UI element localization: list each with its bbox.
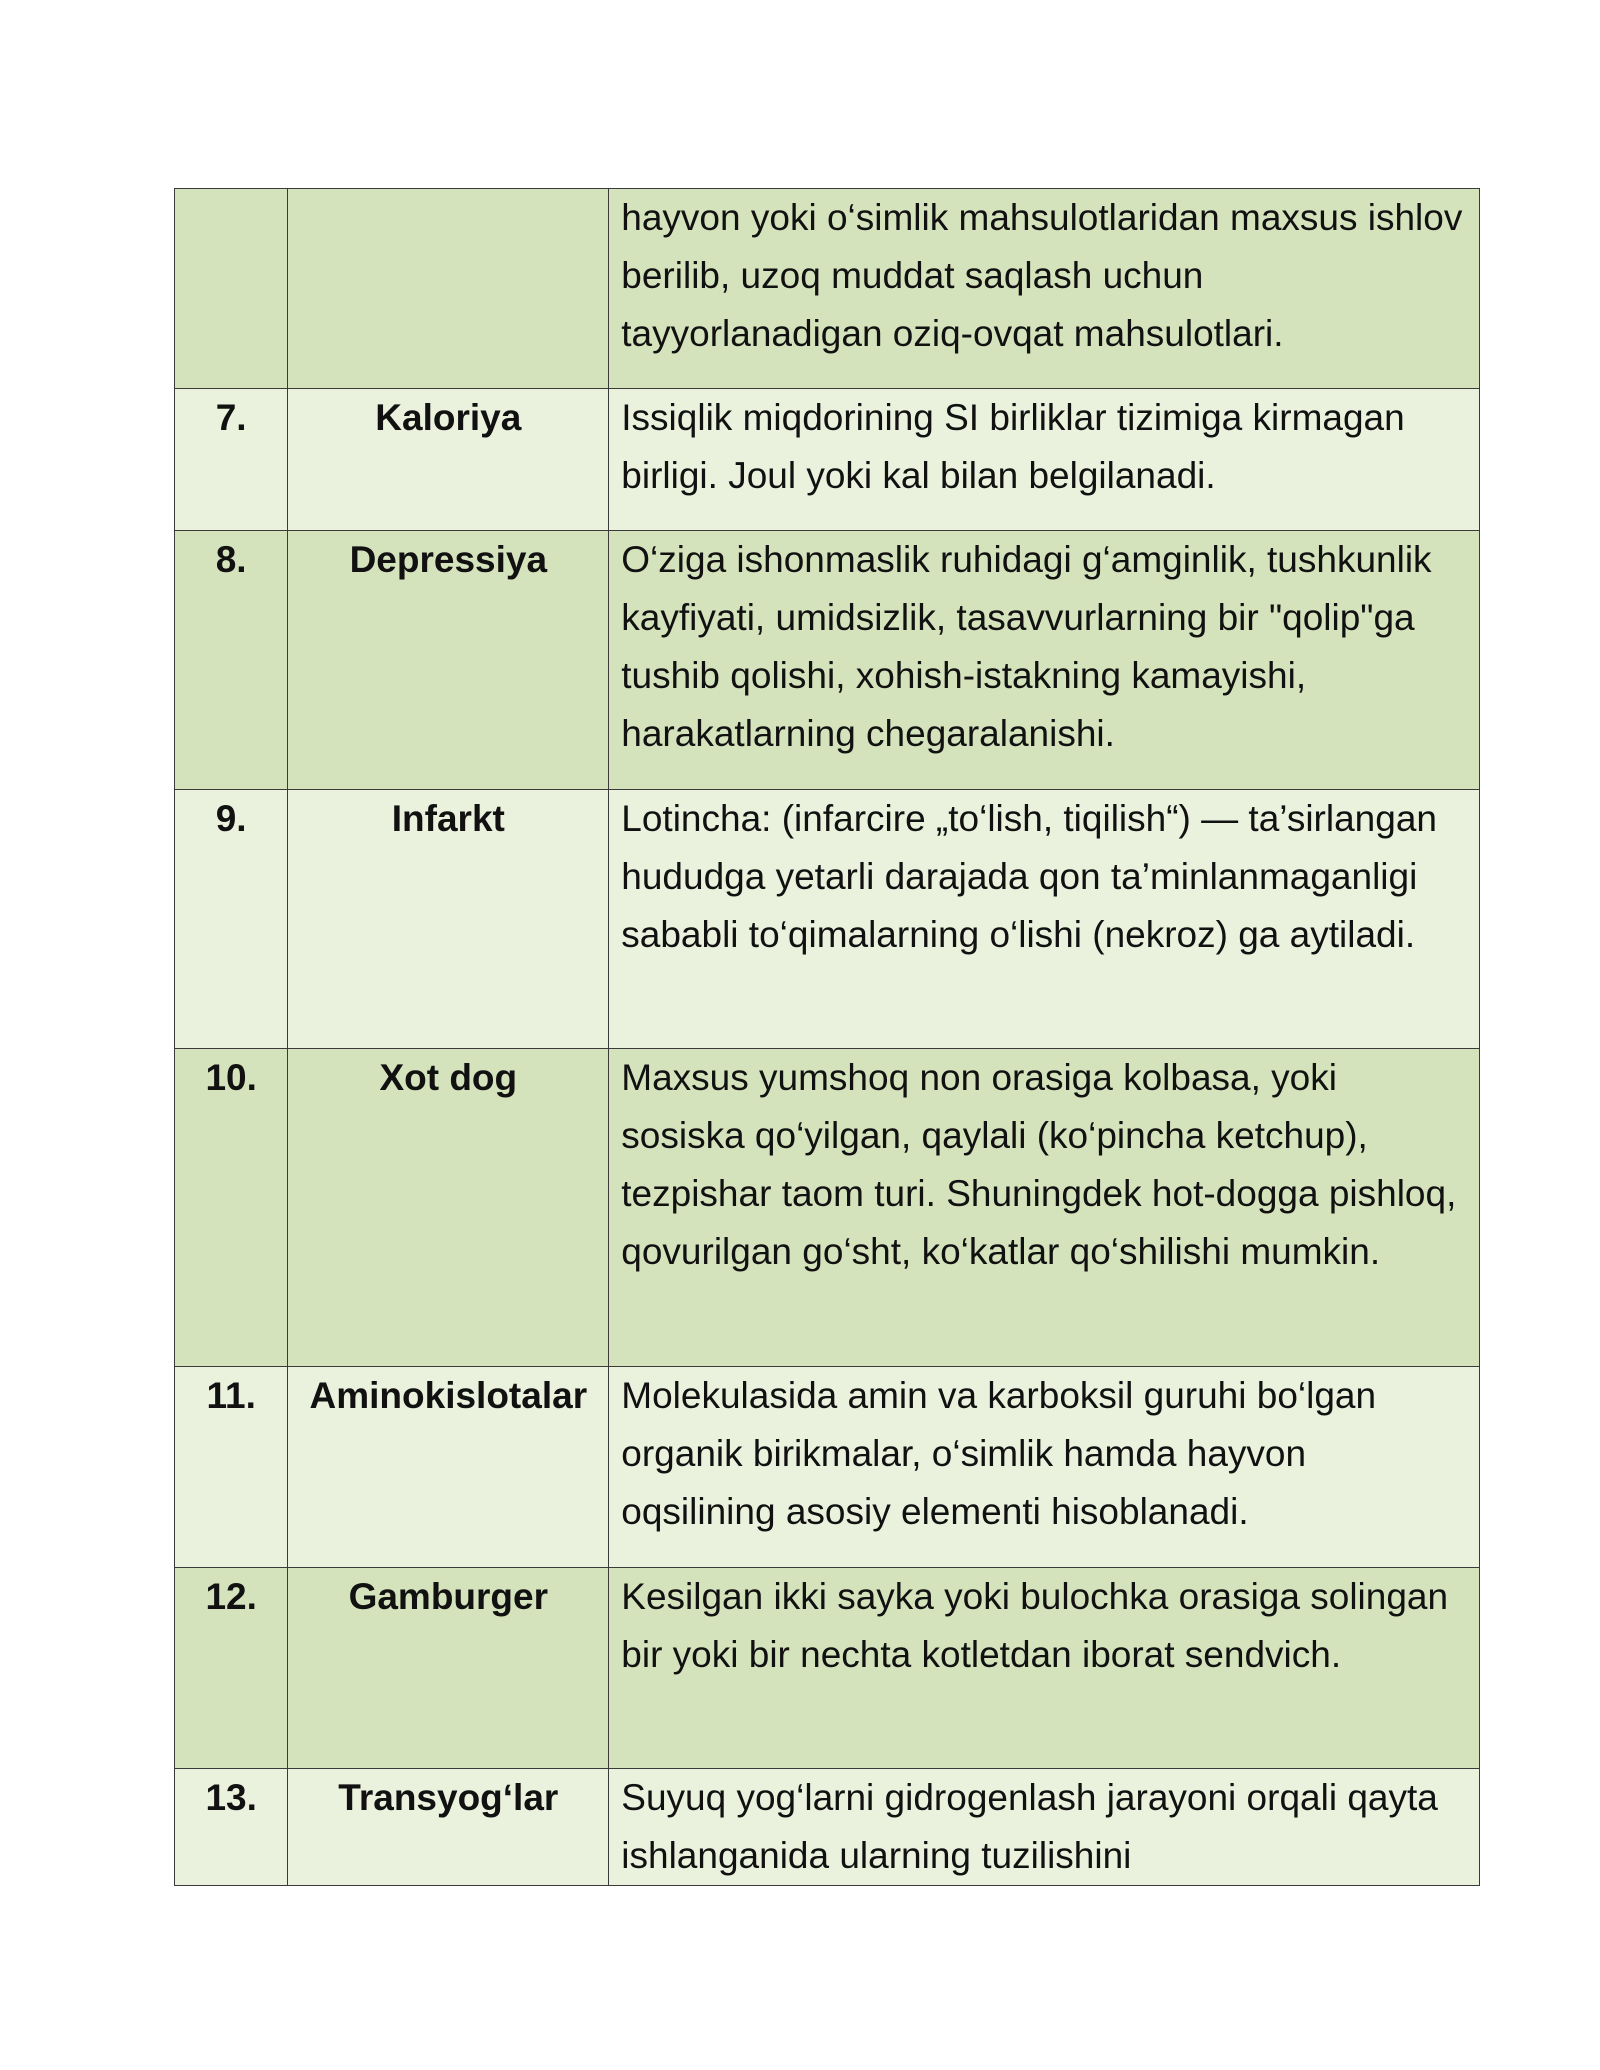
term: Infarkt bbox=[288, 790, 609, 1049]
term: Transyog‘lar bbox=[288, 1769, 609, 1886]
row-number: 9. bbox=[175, 790, 288, 1049]
term: Kaloriya bbox=[288, 389, 609, 531]
definition: Molekulasida amin va karboksil guruhi bo‘lgan organik birikmalar, o‘simlik hamda hayvon oqsilining asosiy elementi hisoblanadi. bbox=[609, 1367, 1480, 1568]
table-row bbox=[175, 790, 1480, 1049]
table-row bbox=[175, 1769, 1480, 1886]
table-row bbox=[175, 1568, 1480, 1769]
table-row bbox=[175, 531, 1480, 790]
term: Xot dog bbox=[288, 1049, 609, 1367]
definition: Maxsus yumshoq non orasiga kolbasa, yoki sosiska qo‘yilgan, qaylali (ko‘pincha ketchup), tezpishar taom turi. Shuningdek hot-dogga pishloq, qovurilgan go‘sht, ko‘katlar qo‘shilishi mumkin. bbox=[609, 1049, 1480, 1367]
glossary-table bbox=[174, 188, 1480, 1886]
row-number: 11. bbox=[175, 1367, 288, 1568]
row-number: 13. bbox=[175, 1769, 288, 1886]
term: Gamburger bbox=[288, 1568, 609, 1769]
row-number: 10. bbox=[175, 1049, 288, 1367]
definition: Suyuq yog‘larni gidrogenlash jarayoni orqali qayta ishlanganida ularning tuzilishini bbox=[609, 1769, 1480, 1886]
term: Depressiya bbox=[288, 531, 609, 790]
table-row bbox=[175, 189, 1480, 389]
table-row bbox=[175, 1049, 1480, 1367]
definition: Kesilgan ikki sayka yoki bulochka orasiga solingan bir yoki bir nechta kotletdan iborat sendvich. bbox=[609, 1568, 1480, 1769]
definition: Lotincha: (infarcire „to‘lish, tiqilish“) — ta’sirlangan hududga yetarli darajada qon ta’minlanmaganligi sababli to‘qimalarning o‘lishi (nekroz) ga aytiladi. bbox=[609, 790, 1480, 1049]
definition: hayvon yoki o‘simlik mahsulotlaridan maxsus ishlov berilib, uzoq muddat saqlash uchun tayyorlanadigan oziq-ovqat mahsulotlari. bbox=[609, 189, 1480, 389]
table-row bbox=[175, 1367, 1480, 1568]
definition: Issiqlik miqdorining SI birliklar tizimiga kirmagan birligi. Joul yoki kal bilan belgilanadi. bbox=[609, 389, 1480, 531]
definition: O‘ziga ishonmaslik ruhidagi g‘amginlik, tushkunlik kayfiyati, umidsizlik, tasavvurlarning bir "qolip"ga tushib qolishi, xohish-istakning kamayishi, harakatlarning chegaralanishi. bbox=[609, 531, 1480, 790]
term: Aminokislotalar bbox=[288, 1367, 609, 1568]
row-number bbox=[175, 189, 288, 389]
row-number: 7. bbox=[175, 389, 288, 531]
term bbox=[288, 189, 609, 389]
row-number: 12. bbox=[175, 1568, 288, 1769]
row-number: 8. bbox=[175, 531, 288, 790]
table-row bbox=[175, 389, 1480, 531]
